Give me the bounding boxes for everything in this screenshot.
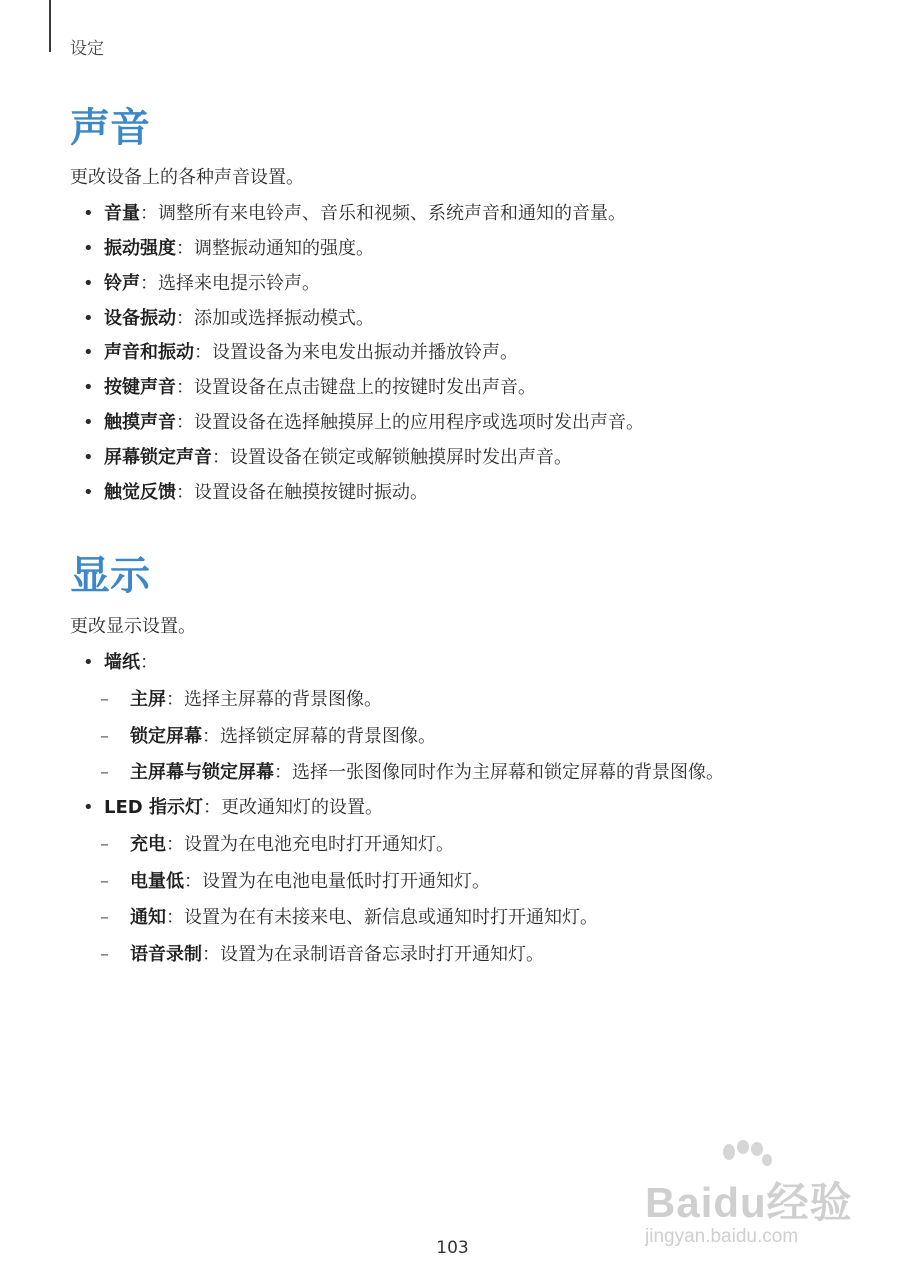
dash-icon: – xyxy=(100,907,109,928)
dash-icon: – xyxy=(100,689,109,710)
section-intro-sound: 更改设备上的各种声音设置。 xyxy=(70,167,304,188)
item-description: ：添加或选择振动模式。 xyxy=(176,308,374,329)
item-term: 振动强度 xyxy=(104,238,176,259)
item-description: ：选择一张图像同时作为主屏幕和锁定屏幕的背景图像。 xyxy=(274,762,724,783)
item-term: 锁定屏幕 xyxy=(130,726,202,747)
section-title-sound: 声音 xyxy=(70,105,150,151)
section-title-display: 显示 xyxy=(70,553,150,599)
bullet-icon: • xyxy=(83,412,94,433)
bullet-icon: • xyxy=(83,203,94,224)
dash-icon: – xyxy=(100,726,109,747)
item-term: 主屏幕与锁定屏幕 xyxy=(130,762,274,783)
bullet-icon: • xyxy=(83,377,94,398)
item-term: 触觉反馈 xyxy=(104,482,176,503)
item-term: 充电 xyxy=(130,834,166,855)
item-term: 音量 xyxy=(104,203,140,224)
item-description: ：设置为在电池充电时打开通知灯。 xyxy=(166,834,454,855)
dash-icon: – xyxy=(100,944,109,965)
item-term: 语音录制 xyxy=(130,944,202,965)
item-description: ：设置为在录制语音备忘录时打开通知灯。 xyxy=(202,944,544,965)
item-term: 通知 xyxy=(130,907,166,928)
item-term: LED 指示灯 xyxy=(104,797,203,818)
bullet-icon: • xyxy=(83,273,94,294)
section-intro-display: 更改显示设置。 xyxy=(70,616,196,637)
item-description: ：设置为在有未接来电、新信息或通知时打开通知灯。 xyxy=(166,907,598,928)
item-term: 声音和振动 xyxy=(104,342,194,363)
bullet-icon: • xyxy=(83,482,94,503)
item-description: ：选择锁定屏幕的背景图像。 xyxy=(202,726,436,747)
item-description: ：调整振动通知的强度。 xyxy=(176,238,374,259)
baidu-watermark xyxy=(645,1140,855,1250)
item-description: ：设置设备在触摸按键时振动。 xyxy=(176,482,428,503)
bullet-icon: • xyxy=(83,652,94,673)
bullet-icon: • xyxy=(83,238,94,259)
item-term: 墙纸 xyxy=(104,652,140,673)
bullet-icon: • xyxy=(83,342,94,363)
item-term: 屏幕锁定声音 xyxy=(104,447,212,468)
watermark-logo-text: Baidu经验 xyxy=(645,1179,853,1226)
item-description: ：调整所有来电铃声、音乐和视频、系统声音和通知的音量。 xyxy=(140,203,626,224)
dash-icon: – xyxy=(100,834,109,855)
item-description: ：设置设备在锁定或解锁触摸屏时发出声音。 xyxy=(212,447,572,468)
dash-icon: – xyxy=(100,762,109,783)
bullet-icon: • xyxy=(83,308,94,329)
item-term: 电量低 xyxy=(130,871,184,892)
bullet-icon: • xyxy=(83,447,94,468)
bullet-icon: • xyxy=(83,797,94,818)
item-description: ：设置设备为来电发出振动并播放铃声。 xyxy=(194,342,518,363)
item-description: ：设置设备在选择触摸屏上的应用程序或选项时发出声音。 xyxy=(176,412,644,433)
watermark-url: jingyan.baidu.com xyxy=(645,1226,799,1247)
item-description: ：设置设备在点击键盘上的按键时发出声音。 xyxy=(176,377,536,398)
item-term: 触摸声音 xyxy=(104,412,176,433)
item-term: 设备振动 xyxy=(104,308,176,329)
item-description: ：选择来电提示铃声。 xyxy=(140,273,320,294)
running-header: 设定 xyxy=(70,39,104,59)
item-description: ： xyxy=(140,652,158,673)
item-description: ：设置为在电池电量低时打开通知灯。 xyxy=(184,871,490,892)
dash-icon: – xyxy=(100,871,109,892)
header-rule xyxy=(49,0,51,52)
item-description: ：选择主屏幕的背景图像。 xyxy=(166,689,382,710)
item-term: 主屏 xyxy=(130,689,166,710)
item-term: 按键声音 xyxy=(104,377,176,398)
item-term: 铃声 xyxy=(104,273,140,294)
page-number: 103 xyxy=(436,1238,469,1258)
item-description: ：更改通知灯的设置。 xyxy=(202,797,383,818)
